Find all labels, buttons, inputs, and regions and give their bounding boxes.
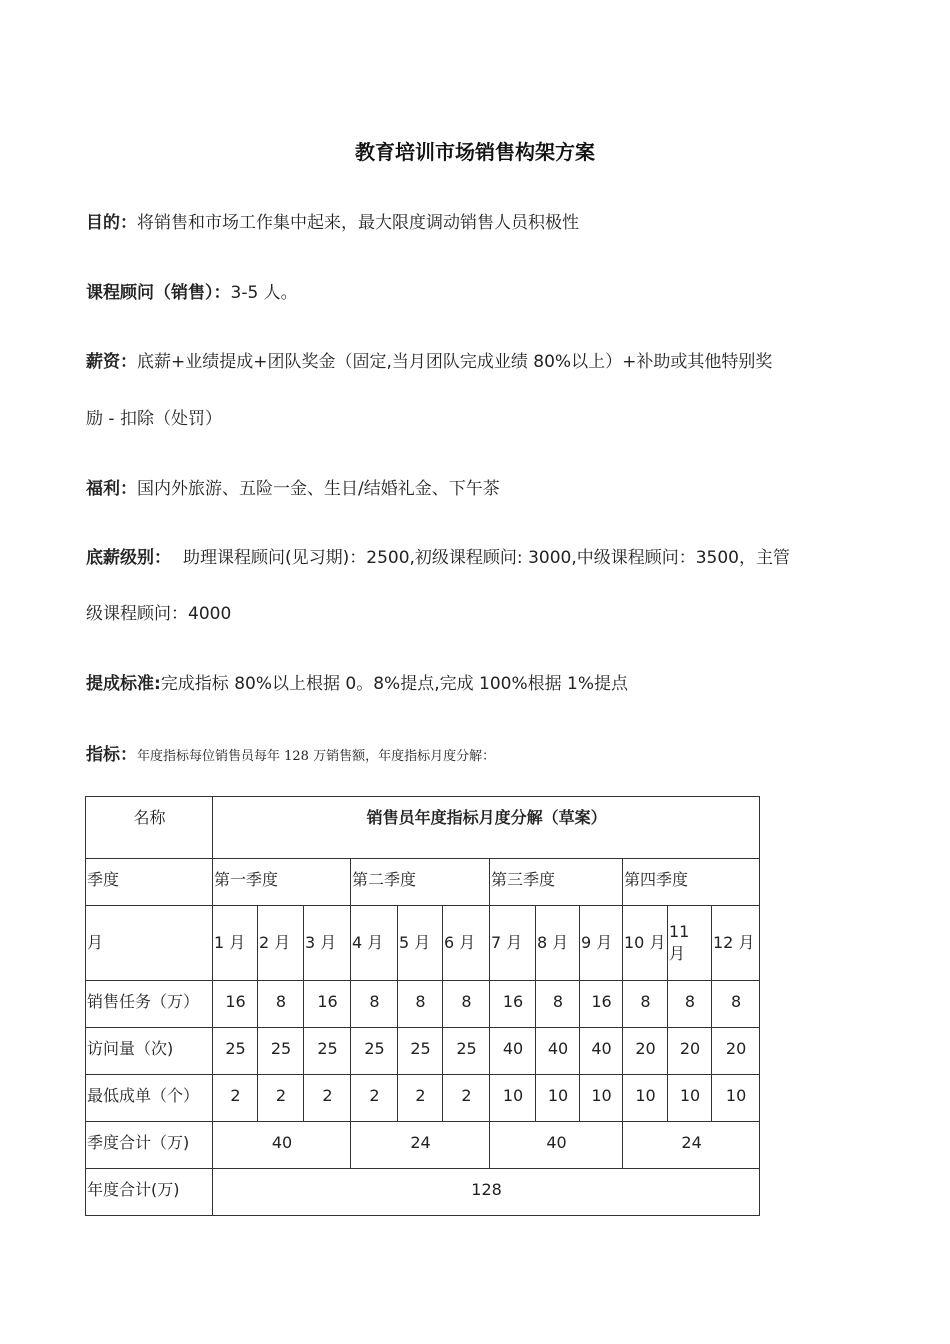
table-cell: 40	[536, 1028, 580, 1075]
table-cell: 2	[443, 1075, 490, 1122]
consultant-line	[86, 278, 298, 303]
salary-text: 底薪+业绩提成+团队奖金（固定,当月团队完成业绩 80%以上）+补助或其他特别奖	[137, 352, 773, 372]
table-cell: 10	[623, 1075, 668, 1122]
quarter-header: 第四季度	[623, 859, 760, 906]
table-cell: 10	[536, 1075, 580, 1122]
month-header: 12 月	[712, 906, 760, 981]
table-cell: 8	[623, 981, 668, 1028]
page-title: 教育培训市场销售构架方案	[355, 140, 595, 164]
row-label: 季度合计（万)	[86, 1122, 213, 1169]
quarter-total-cell: 24	[351, 1122, 490, 1169]
table-cell: 8	[668, 981, 712, 1028]
visits-row	[86, 1028, 760, 1075]
table-cell: 25	[443, 1028, 490, 1075]
row-label: 访问量（次)	[86, 1028, 213, 1075]
base-level-label: 底薪级别：	[86, 548, 171, 568]
table-cell: 10	[580, 1075, 623, 1122]
table-cell: 25	[351, 1028, 398, 1075]
row-label: 销售任务（万）	[86, 981, 213, 1028]
salary-label: 薪资：	[86, 352, 137, 372]
table-cell: 40	[580, 1028, 623, 1075]
table-cell: 2	[258, 1075, 304, 1122]
month-header: 5 月	[398, 906, 443, 981]
month-header: 9 月	[580, 906, 623, 981]
table-caption: 销售员年度指标月度分解（草案）	[213, 797, 760, 859]
table-cell: 8	[398, 981, 443, 1028]
table-cell: 2	[351, 1075, 398, 1122]
name-header: 名称	[86, 797, 213, 859]
month-header: 3 月	[304, 906, 351, 981]
quarter-total-cell: 24	[623, 1122, 760, 1169]
sales-task-row	[86, 981, 760, 1028]
table-cell: 20	[623, 1028, 668, 1075]
table-cell: 16	[490, 981, 536, 1028]
table-cell: 10	[712, 1075, 760, 1122]
commission-label: 提成标准:	[86, 674, 161, 694]
row-label: 最低成单（个）	[86, 1075, 213, 1122]
quarter-total-cell: 40	[490, 1122, 623, 1169]
quarter-header: 第二季度	[351, 859, 490, 906]
table-cell: 8	[443, 981, 490, 1028]
month-header: 6 月	[443, 906, 490, 981]
base-level-line	[86, 543, 790, 568]
table-cell: 2	[304, 1075, 351, 1122]
target-line	[86, 740, 495, 765]
quarter-header: 第一季度	[213, 859, 351, 906]
min-orders-row	[86, 1075, 760, 1122]
table-cell: 2	[398, 1075, 443, 1122]
target-label: 指标：	[86, 745, 137, 765]
table-cell: 20	[668, 1028, 712, 1075]
table-cell: 16	[580, 981, 623, 1028]
target-text: 年度指标每位销售员每年 128 万销售额，年度指标月度分解：	[137, 749, 496, 764]
quarter-header: 第三季度	[490, 859, 623, 906]
table-cell: 10	[668, 1075, 712, 1122]
table-cell: 16	[304, 981, 351, 1028]
month-row	[86, 906, 760, 981]
quarter-row	[86, 859, 760, 906]
table-cell: 25	[304, 1028, 351, 1075]
table-cell: 8	[258, 981, 304, 1028]
consultant-text: 3-5 人。	[230, 283, 298, 303]
salary-line	[86, 347, 772, 372]
table-cell: 8	[712, 981, 760, 1028]
month-header: 1 月	[213, 906, 258, 981]
target-table	[85, 796, 760, 1216]
row-label: 年度合计(万)	[86, 1169, 213, 1216]
welfare-label: 福利：	[86, 479, 137, 499]
year-total-row	[86, 1169, 760, 1216]
table-cell: 25	[213, 1028, 258, 1075]
month-header: 11 月	[668, 906, 712, 981]
table-cell: 25	[398, 1028, 443, 1075]
month-header: 4 月	[351, 906, 398, 981]
quarter-label: 季度	[86, 859, 213, 906]
base-level-line-2: 级课程顾问：4000	[86, 604, 232, 624]
welfare-text: 国内外旅游、五险一金、生日/结婚礼金、下午茶	[137, 479, 500, 499]
salary-line-2: 励 - 扣除（处罚）	[86, 409, 222, 429]
month-header: 8 月	[536, 906, 580, 981]
table-cell: 20	[712, 1028, 760, 1075]
table-cell: 25	[258, 1028, 304, 1075]
year-total-cell: 128	[213, 1169, 760, 1216]
month-header: 10 月	[623, 906, 668, 981]
table-cell: 2	[213, 1075, 258, 1122]
quarter-total-row	[86, 1122, 760, 1169]
purpose-line	[86, 208, 579, 233]
table-cell: 8	[536, 981, 580, 1028]
quarter-total-cell: 40	[213, 1122, 351, 1169]
purpose-text: 将销售和市场工作集中起来，最大限度调动销售人员积极性	[137, 213, 579, 233]
table-cell: 10	[490, 1075, 536, 1122]
welfare-line	[86, 474, 500, 499]
month-label: 月	[86, 906, 213, 981]
commission-text: 完成指标 80%以上根据 0。8%提点,完成 100%根据 1%提点	[160, 674, 628, 694]
month-header: 7 月	[490, 906, 536, 981]
consultant-label: 课程顾问（销售）：	[86, 283, 231, 303]
table-cell: 40	[490, 1028, 536, 1075]
month-header: 2 月	[258, 906, 304, 981]
purpose-label: 目的：	[86, 213, 137, 233]
base-level-text: 助理课程顾问(见习期)：2500,初级课程顾问: 3000,中级课程顾问：3500，主管	[183, 548, 790, 568]
table-cell: 8	[351, 981, 398, 1028]
commission-line	[86, 669, 628, 694]
table-header-row	[86, 797, 760, 859]
table-cell: 16	[213, 981, 258, 1028]
